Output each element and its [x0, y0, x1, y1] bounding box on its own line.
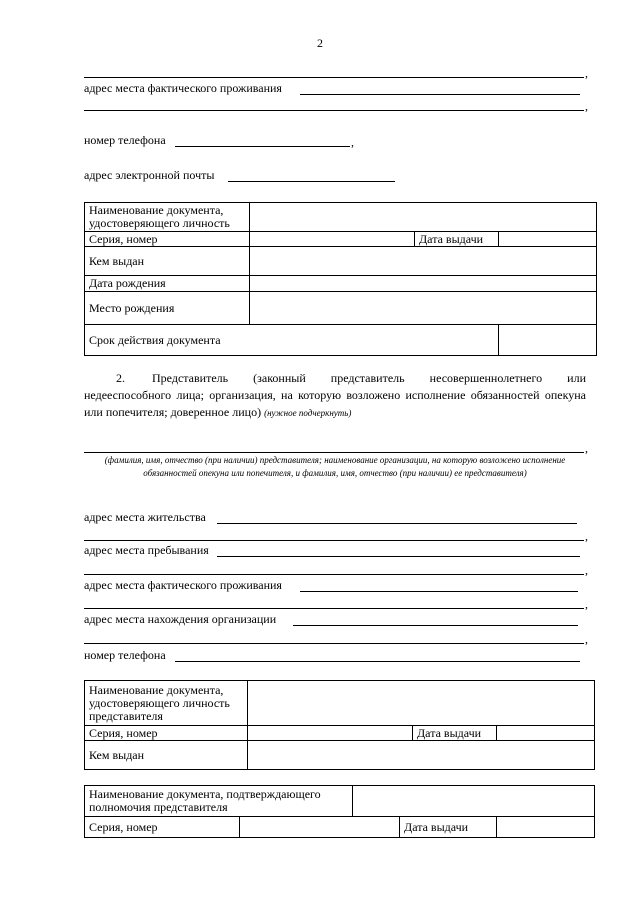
comma: ,: [585, 563, 588, 577]
issue-date-field[interactable]: [499, 232, 597, 247]
rep-series-number-label: Серия, номер: [85, 726, 248, 741]
series-number-label: Серия, номер: [85, 232, 250, 247]
stay-address-label: адрес места пребывания: [84, 543, 209, 557]
phone-field[interactable]: [175, 146, 350, 147]
series-number-field[interactable]: [250, 232, 415, 247]
validity-label: Срок действия документа: [85, 325, 499, 356]
authority-doc-name-field[interactable]: [353, 786, 595, 817]
birth-place-label: Место рождения: [85, 292, 250, 325]
residence-address-continuation-line[interactable]: [84, 540, 584, 541]
section-2-number: 2.: [116, 371, 125, 385]
phone-label-2: номер телефона: [84, 648, 166, 662]
org-address-continuation-line[interactable]: [84, 643, 584, 644]
rep-doc-name-field[interactable]: [248, 681, 595, 726]
rep-issue-date-field[interactable]: [497, 726, 595, 741]
doc-name-field[interactable]: [250, 203, 597, 232]
section-2-text: Представитель (законный представитель несовершеннолетнего или недееспособного лица; организация, на которую возложено исполнение обязанностей опекуна или попечителя; доверенное лицо): [84, 371, 586, 419]
residence-address-field[interactable]: [217, 523, 577, 524]
rep-issued-by-field[interactable]: [248, 741, 595, 770]
comma: ,: [351, 135, 354, 149]
address-continuation-line[interactable]: [84, 77, 584, 78]
phone-label: номер телефона: [84, 133, 166, 147]
comma: ,: [585, 632, 588, 646]
comma: ,: [585, 529, 588, 543]
comma: ,: [585, 99, 588, 113]
authority-document-table: [84, 785, 595, 838]
org-address-label: адрес места нахождения организации: [84, 612, 277, 626]
org-address-field[interactable]: [293, 625, 578, 626]
actual-address-field-2[interactable]: [300, 591, 578, 592]
phone-field-2[interactable]: [175, 661, 580, 662]
representative-identity-table: [84, 680, 595, 770]
underline-note: (нужное подчеркнуть): [264, 408, 352, 418]
rep-issue-date-label: Дата выдачи: [413, 726, 497, 741]
birth-place-field[interactable]: [250, 292, 597, 325]
issue-date-label: Дата выдачи: [415, 232, 499, 247]
authority-issue-date-label: Дата выдачи: [404, 820, 469, 834]
rep-series-number-field[interactable]: [248, 726, 413, 741]
authority-series-number-label: Серия, номер: [85, 817, 240, 838]
actual-address-continuation-line-2[interactable]: [84, 608, 584, 609]
actual-address-field[interactable]: [300, 94, 580, 95]
stay-address-field[interactable]: [217, 556, 580, 557]
doc-name-label: Наименование документа, удостоверяющего личность: [85, 203, 250, 232]
actual-address-label-2: адрес места фактического проживания: [84, 578, 282, 592]
authority-issue-date-field[interactable]: [497, 817, 595, 838]
authority-doc-name-label: Наименование документа, подтверждающего полномочия представителя: [85, 786, 353, 817]
birth-date-field[interactable]: [250, 276, 597, 292]
page-number: 2: [317, 36, 323, 50]
validity-field[interactable]: [499, 325, 597, 356]
rep-doc-name-label: Наименование документа, удостоверяющего личность представителя: [85, 681, 248, 726]
rep-issued-by-label: Кем выдан: [85, 741, 248, 770]
issued-by-label: Кем выдан: [85, 247, 250, 276]
section-2-paragraph: [84, 370, 586, 422]
comma: ,: [585, 66, 588, 80]
issued-by-field[interactable]: [250, 247, 597, 276]
email-field[interactable]: [228, 181, 395, 182]
actual-address-continuation-line[interactable]: [84, 110, 584, 111]
email-label: адрес электронной почты: [84, 168, 215, 182]
stay-address-continuation-line[interactable]: [84, 574, 584, 575]
authority-series-number-field[interactable]: [240, 817, 497, 838]
comma: ,: [585, 441, 588, 455]
representative-name-caption: (фамилия, имя, отчество (при наличии) представителя; наименование организации, на которую возложено исполнение обязанностей опекуна или попечителя, и фамилия, имя, отчество (при наличии) ее представителя): [104, 455, 566, 478]
representative-name-field[interactable]: [84, 452, 584, 453]
comma: ,: [585, 597, 588, 611]
identity-document-table: [84, 202, 597, 356]
residence-address-label: адрес места жительства: [84, 510, 206, 524]
actual-address-label: адрес места фактического проживания: [84, 81, 282, 95]
birth-date-label: Дата рождения: [85, 276, 250, 292]
